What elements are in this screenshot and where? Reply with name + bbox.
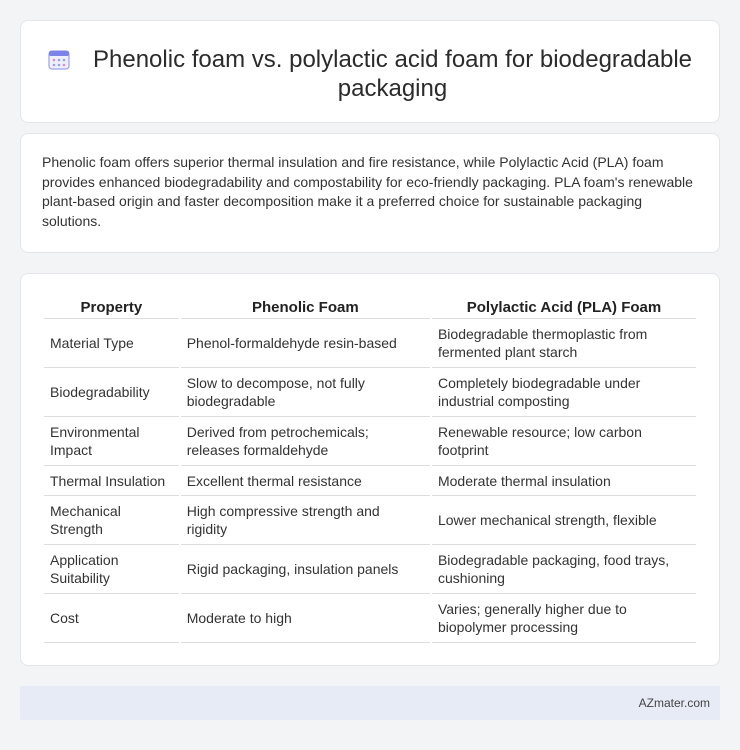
phenolic-cell: Moderate to high: [181, 594, 430, 643]
summary-text: Phenolic foam offers superior thermal insulation and fire resistance, while Polylactic Acid (PLA) foam provides enhanced biodegradability and compostability for eco-friendly packaging. PLA foam's renewable plant-based origin and faster decomposition make it a preferred choice for sustainable packaging solutions.: [42, 154, 693, 229]
pla-cell: Biodegradable packaging, food trays, cushioning: [432, 545, 696, 594]
pla-cell: Moderate thermal insulation: [432, 466, 696, 496]
comparison-table: [42, 294, 698, 643]
phenolic-cell: Rigid packaging, insulation panels: [181, 545, 430, 594]
footer-bar: [20, 686, 720, 720]
comparison-card: [20, 273, 720, 666]
summary-card: [20, 133, 720, 253]
table-row: [44, 417, 696, 466]
calendar-icon: [47, 47, 71, 71]
footer-brand[interactable]: AZmater.com: [638, 696, 710, 710]
phenolic-cell: Derived from petrochemicals; releases formaldehyde: [181, 417, 430, 466]
pla-cell: Varies; generally higher due to biopolymer processing: [432, 594, 696, 643]
pla-cell: Completely biodegradable under industrial composting: [432, 368, 696, 417]
pla-cell: Biodegradable thermoplastic from fermented plant starch: [432, 319, 696, 368]
property-cell: Environmental Impact: [44, 417, 179, 466]
phenolic-cell: High compressive strength and rigidity: [181, 496, 430, 545]
table-header-row: [44, 294, 696, 319]
title-card: [20, 20, 720, 123]
table-row: [44, 496, 696, 545]
phenolic-cell: Excellent thermal resistance: [181, 466, 430, 496]
table-row: [44, 545, 696, 594]
table-row: [44, 368, 696, 417]
table-row: [44, 594, 696, 643]
property-cell: Material Type: [44, 319, 179, 368]
property-cell: Application Suitability: [44, 545, 179, 594]
header-pla-foam: Polylactic Acid (PLA) Foam: [432, 294, 696, 319]
table-row: [44, 466, 696, 496]
header-property: Property: [44, 294, 179, 319]
table-row: [44, 319, 696, 368]
pla-cell: Lower mechanical strength, flexible: [432, 496, 696, 545]
property-cell: Biodegradability: [44, 368, 179, 417]
property-cell: Cost: [44, 594, 179, 643]
header-phenolic-foam: Phenolic Foam: [181, 294, 430, 319]
phenolic-cell: Phenol-formaldehyde resin-based: [181, 319, 430, 368]
pla-cell: Renewable resource; low carbon footprint: [432, 417, 696, 466]
property-cell: Thermal Insulation: [44, 466, 179, 496]
property-cell: Mechanical Strength: [44, 496, 179, 545]
phenolic-cell: Slow to decompose, not fully biodegradable: [181, 368, 430, 417]
page-title: Phenolic foam vs. polylactic acid foam for biodegradable packaging: [93, 46, 692, 102]
